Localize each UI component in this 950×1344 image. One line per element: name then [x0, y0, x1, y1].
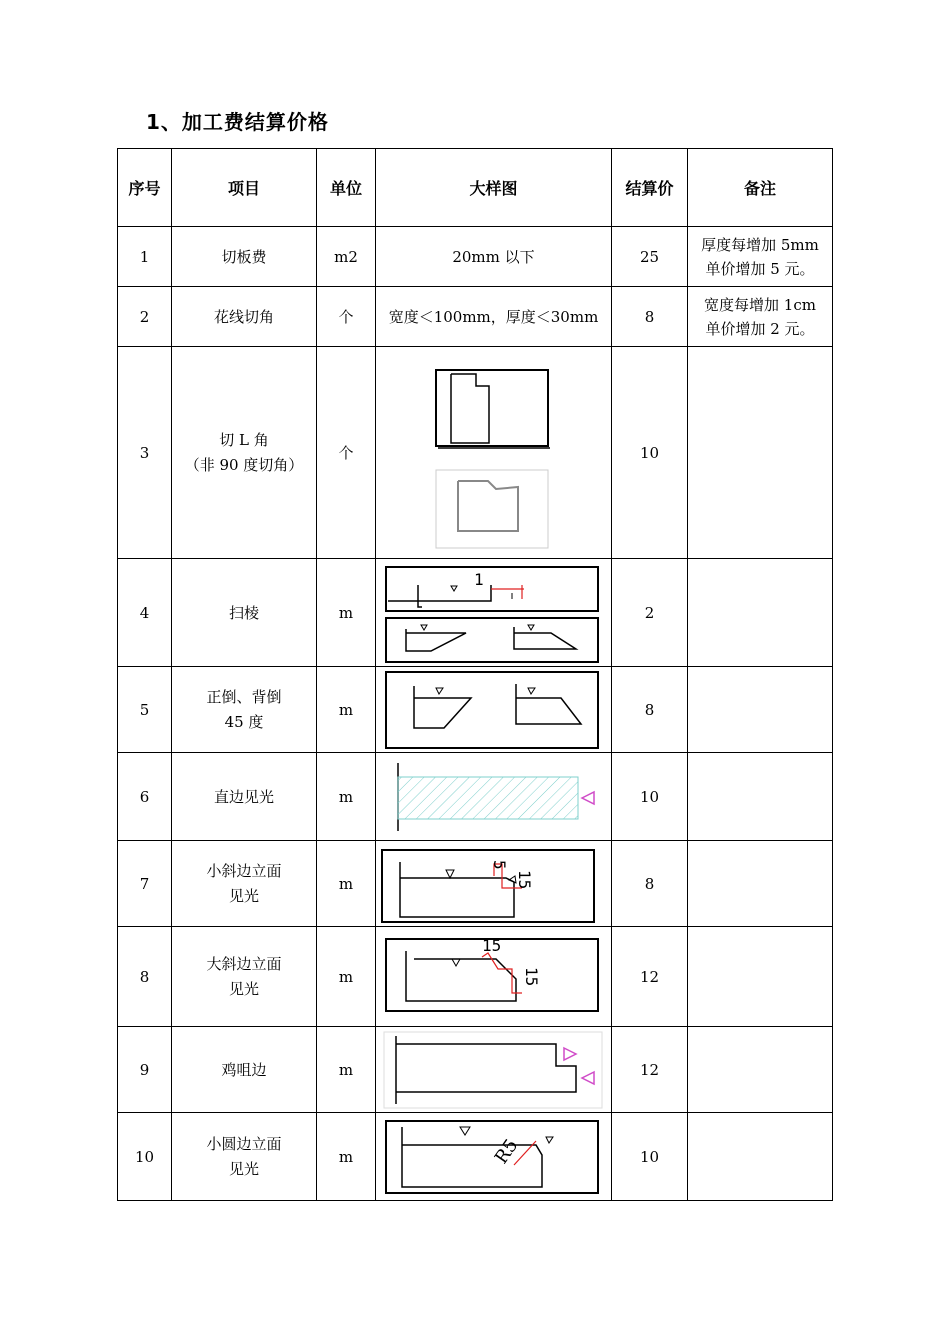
row-figure-text: 20mm 以下 [376, 227, 612, 287]
row-unit: m [317, 667, 376, 753]
row-seq: 9 [118, 1027, 172, 1113]
row-price: 12 [612, 927, 688, 1027]
row-unit: m [317, 753, 376, 841]
item-line: 见光 [228, 979, 259, 998]
row-item: 扫棱 [172, 559, 317, 667]
header-item: 项目 [172, 149, 317, 227]
page-title: 1、加工费结算价格 [146, 110, 329, 134]
row-item: 直边见光 [172, 753, 317, 841]
row-item [172, 1113, 317, 1201]
row-seq: 7 [118, 841, 172, 927]
row-note-empty [688, 1027, 833, 1113]
table-row [118, 753, 833, 841]
dimension-label: 5 [490, 859, 509, 870]
row-item [172, 347, 317, 559]
table-row [118, 1027, 833, 1113]
header-price: 结算价 [612, 149, 688, 227]
table-row [118, 227, 833, 287]
table-row [118, 841, 833, 927]
table-row [118, 927, 833, 1027]
row-seq: 6 [118, 753, 172, 841]
row-seq: 4 [118, 559, 172, 667]
row-seq: 3 [118, 347, 172, 559]
note-line: 单价增加 2 元。 [705, 319, 815, 338]
row-note-empty [688, 667, 833, 753]
row-note-empty [688, 559, 833, 667]
row-figure [376, 1027, 612, 1113]
small-round-edge-diagram [376, 1115, 611, 1199]
row-price: 12 [612, 1027, 688, 1113]
straight-edge-polish-diagram [376, 757, 611, 837]
row-item [172, 927, 317, 1027]
row-unit: m [317, 559, 376, 667]
row-note [688, 227, 833, 287]
header-figure: 大样图 [376, 149, 612, 227]
row-note-empty [688, 1113, 833, 1201]
row-unit: m [317, 1027, 376, 1113]
row-figure [376, 753, 612, 841]
dimension-label: 15 [515, 869, 534, 889]
row-item: 花线切角 [172, 287, 317, 347]
row-figure [376, 667, 612, 753]
table-header-row [118, 149, 833, 227]
row-figure-text: 宽度＜100mm，厚度＜30mm [376, 287, 612, 347]
row-item [172, 667, 317, 753]
row-unit: m [317, 1113, 376, 1201]
row-unit: 个 [317, 347, 376, 559]
row-price: 2 [612, 559, 688, 667]
row-unit: m [317, 841, 376, 927]
item-line: 45 度 [224, 712, 264, 731]
row-figure [376, 559, 612, 667]
row-note-empty [688, 927, 833, 1027]
row-figure [376, 347, 612, 559]
item-line: 切 L 角 [219, 430, 269, 449]
header-unit: 单位 [317, 149, 376, 227]
row-unit: m2 [317, 227, 376, 287]
note-line: 单价增加 5 元。 [705, 259, 815, 278]
row-seq: 1 [118, 227, 172, 287]
table-row [118, 667, 833, 753]
row-unit: m [317, 927, 376, 1027]
large-bevel-diagram [376, 929, 611, 1025]
item-line: （非 90 度切角） [184, 455, 304, 474]
row-seq: 5 [118, 667, 172, 753]
price-table [117, 148, 833, 1201]
row-price: 10 [612, 753, 688, 841]
row-price: 8 [612, 667, 688, 753]
l-corner-cut-diagram [376, 353, 611, 553]
header-seq: 序号 [118, 149, 172, 227]
row-price: 25 [612, 227, 688, 287]
row-price: 10 [612, 347, 688, 559]
table-row [118, 347, 833, 559]
small-bevel-diagram [376, 842, 611, 926]
row-note-empty [688, 841, 833, 927]
row-item [172, 841, 317, 927]
row-price: 10 [612, 1113, 688, 1201]
row-figure [376, 1113, 612, 1201]
item-line: 大斜边立面 [206, 954, 282, 973]
item-line: 正倒、背倒 [206, 687, 282, 706]
row-seq: 10 [118, 1113, 172, 1201]
item-line: 见光 [228, 1159, 259, 1178]
row-seq: 2 [118, 287, 172, 347]
bevel-45-diagram [376, 668, 611, 752]
row-figure [376, 927, 612, 1027]
row-seq: 8 [118, 927, 172, 1027]
radius-label: R5 [490, 1134, 523, 1168]
row-note [688, 287, 833, 347]
note-line: 宽度每增加 1cm [704, 295, 816, 314]
row-item: 切板费 [172, 227, 317, 287]
table-row [118, 287, 833, 347]
dimension-label: 15 [522, 966, 541, 986]
row-unit: 个 [317, 287, 376, 347]
row-note-empty [688, 347, 833, 559]
dimension-label: 1 [474, 569, 484, 589]
table-row [118, 559, 833, 667]
note-line: 厚度每增加 5mm [701, 235, 819, 254]
row-price: 8 [612, 841, 688, 927]
item-line: 见光 [228, 886, 259, 905]
edge-sweep-diagram [376, 561, 611, 665]
item-line: 小圆边立面 [206, 1134, 282, 1153]
row-item: 鸡咀边 [172, 1027, 317, 1113]
row-note-empty [688, 753, 833, 841]
header-note: 备注 [688, 149, 833, 227]
chicken-beak-edge-diagram [376, 1028, 611, 1112]
table-row [118, 1113, 833, 1201]
item-line: 小斜边立面 [206, 861, 282, 880]
row-price: 8 [612, 287, 688, 347]
dimension-label: 15 [482, 935, 502, 955]
row-figure [376, 841, 612, 927]
